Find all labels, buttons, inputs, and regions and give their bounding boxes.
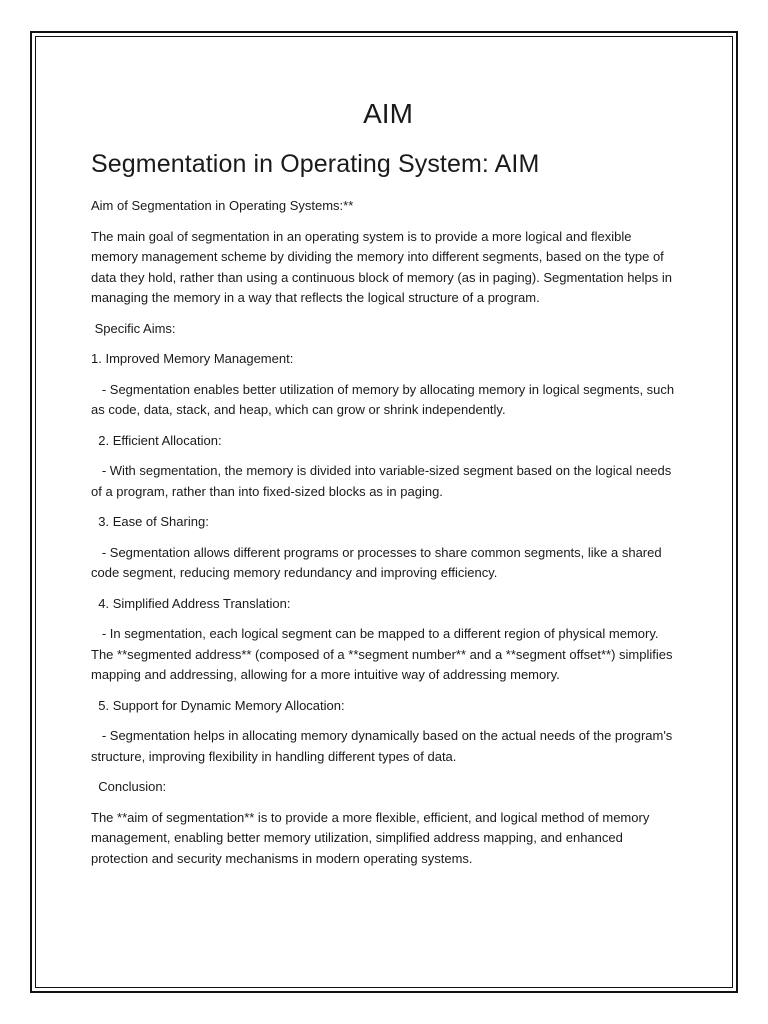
aim-4-text: - In segmentation, each logical segment can be mapped to a different region of physical memory. The **segmented address** (composed of a **segment number** and a **segment offset**) simplifies mapping and addressing, allowing for a more intuitive way of addressing memory. (91, 626, 677, 682)
document-title: Segmentation in Operating System: AIM (91, 150, 540, 178)
intro-paragraph: The main goal of segmentation in an operating system is to provide a more logical and flexible memory management scheme by dividing the memory into different segments, based on the type of data they hold, rather than using a continuous block of memory (as in paging). Segmentation helps in managing the memory in a way that reflects the logical structure of a program. (91, 228, 676, 305)
specific-aims-heading: Specific Aims: (91, 320, 176, 336)
aim-1-text: - Segmentation enables better utilization of memory by allocating memory in logical segments, such as code, data, stack, and heap, which can grow or shrink independently. (91, 381, 678, 417)
aim-5-heading: 5. Support for Dynamic Memory Allocation: (91, 697, 345, 713)
aim-2-text: - With segmentation, the memory is divided into variable-sized segment based on the logical needs of a program, rather than into fixed-sized blocks as in paging. (91, 463, 675, 499)
aim-5-text: - Segmentation helps in allocating memory dynamically based on the actual needs of the program's structure, improving flexibility in handling different types of data. (91, 728, 676, 764)
aim-2-heading: 2. Efficient Allocation: (91, 432, 222, 448)
document-body (91, 96, 681, 879)
aim-4-heading: 4. Simplified Address Translation: (91, 595, 291, 611)
document-heading: AIM (363, 98, 413, 129)
aim-label: Aim of Segmentation in Operating Systems:** (91, 198, 354, 213)
aim-3-heading: 3. Ease of Sharing: (91, 514, 209, 529)
conclusion-heading: Conclusion: (91, 779, 167, 794)
aim-3-text: - Segmentation allows different programs or processes to share common segments, like a shared code segment, reducing memory redundancy and improving efficiency. (91, 544, 666, 580)
aim-1-heading: 1. Improved Memory Management: (91, 351, 294, 366)
conclusion-text: The **aim of segmentation** is to provide a more flexible, efficient, and logical method of memory management, enabling better memory utilization, simplified address mapping, and enhanced protection and security mechanisms in modern operating systems. (91, 809, 653, 866)
